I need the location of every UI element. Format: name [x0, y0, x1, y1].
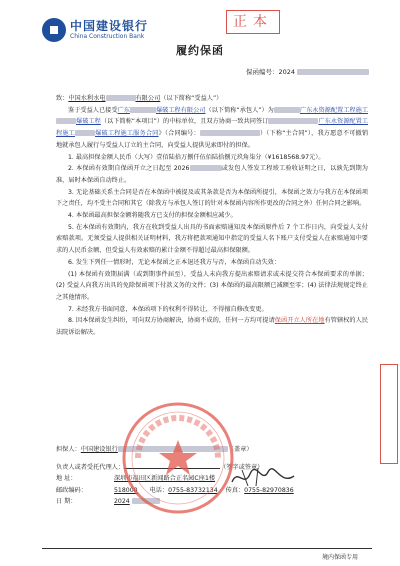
footer-label: 境内保函专用 — [321, 554, 358, 561]
guarantee-body — [56, 93, 368, 339]
redacted-text — [268, 118, 318, 124]
preamble-text: 鉴于受益人已接受 — [68, 106, 118, 114]
bank-name-cn: 中国建设银行 — [70, 18, 149, 33]
preamble-text: 爆破工程 — [76, 118, 101, 126]
preamble-text: ）（下称“主合同”），我方愿意不可撤销地就承包人履行与受益人订立的主合同，向受益人提供见索即付的担保。 — [56, 130, 369, 149]
clause-4: 4. 本保函最高担保金额将随我方已支付的担保金额相应减少。 — [68, 212, 237, 220]
preamble-text: 》（合同编号： — [158, 130, 200, 138]
original-stamp: 正本 — [226, 10, 280, 34]
redacted-number — [297, 69, 369, 75]
preamble-text: 广东永资源配置工程施工 — [299, 106, 369, 114]
guarantee-number — [246, 67, 369, 76]
paragraph-preamble — [56, 105, 368, 152]
date-line: 日 期： 2024 — [56, 496, 356, 508]
preamble-text: 广东永资源配置工程施工 — [56, 118, 369, 138]
representative-line: 负责人或者受托代理人： （签字或签章） — [56, 463, 264, 471]
document-title: 履约保函 — [176, 44, 224, 57]
clause-1: 1. 最高担保金额人民币（大写）壹佰陆拾万捌仟伍佰陆拾捌元玖角柒分（¥1618568.97元）。 — [68, 153, 325, 161]
preamble-text: （以下简称“承包人”）为 — [205, 106, 274, 114]
bank-logo — [42, 18, 148, 42]
signature-block — [56, 444, 356, 508]
contact-line: 邮政编码： 518000 电话：0755-83732134 传真：0755-82970836 — [56, 486, 294, 494]
redacted-text — [75, 130, 95, 136]
redacted-text — [274, 107, 300, 113]
redacted-text — [200, 130, 260, 136]
clause-2: 2. 本保函有效期自保函开立之日起至 2026 或发包人签发工程竣工验收证明之日，以孰先到期为准，届时本保函自动终止。 — [56, 165, 368, 184]
guarantee-number-label: 保函编号：2024 — [246, 68, 296, 76]
footer-divider — [42, 548, 372, 549]
clause-6-items: (1) 本保函有效期届满（或到期事件届至），受益人未向我方提出索赔请求或未提交符合本保函要求的单据；(2) 受益人向我方出具的免除保函项下付款义务的文件；(3) 本保函的最高限额已减额至零；(4) 法律法规规定终止之其他情形。 — [56, 270, 368, 301]
clause-7: 7. 未经我方书面同意，本保函项下的权利不得转让，不得擅自修改变更。 — [68, 305, 268, 313]
redacted-text — [130, 107, 156, 113]
side-seal-stamp — [380, 364, 398, 464]
preamble-text: （以下简称“本项目”）的中标单位，且双方协商一致共同签订 — [100, 118, 269, 126]
clause-3: 3. 无论基础关系主合同是否在本保函中被提及或其条款是否为本保函所提引，本保函之效力与我方在本保函项下之责任，均不受主合同和其它（除我方与承包人签订的针对本保函内容所作更改的合同之外）任何合同之影响。 — [56, 188, 368, 208]
redacted-text — [56, 118, 76, 124]
bank-name-en: China Construction Bank — [70, 32, 145, 40]
address-line: 地 址： 深圳市福田区新闻路合正名园C座1楼 — [56, 475, 216, 482]
clause-5: 5. 在本保函有效期内，我方在收到受益人出具的书面索赔通知及本保函原件后 7 个工作日内，向受益人支付索赔款项。无须受益人提供相关证明材料，我方将把款项通知中指定的受益人名下账户支付受益人在索赔通知中要求的人民币金额，但受益人有效索赔的累计金额不得超过最高担保限额。 — [56, 223, 368, 255]
addressee: 致：中国水利水电 有限公司（以下简称“受益人”） — [56, 95, 223, 102]
preamble-text: 广东 — [117, 106, 130, 114]
ccb-logo-icon — [42, 18, 66, 42]
clause-6: 6. 发生下列任一情形时，无论本保函之正本退还我方与否，本保函自动失效： — [68, 258, 281, 266]
guarantor-line: 担保人：中国建设银行 （盖章） — [56, 446, 253, 453]
preamble-text: 爆破工程施工服务合同 — [95, 130, 159, 138]
preamble-text: 爆破工程有限公司 — [155, 106, 206, 114]
clause-8: 8. 因本保函发生纠纷，可向双方协商解决，协商不成的，任何一方均可提请保函开立人所在地有管辖权的人民法院诉讼解决。 — [56, 317, 369, 337]
